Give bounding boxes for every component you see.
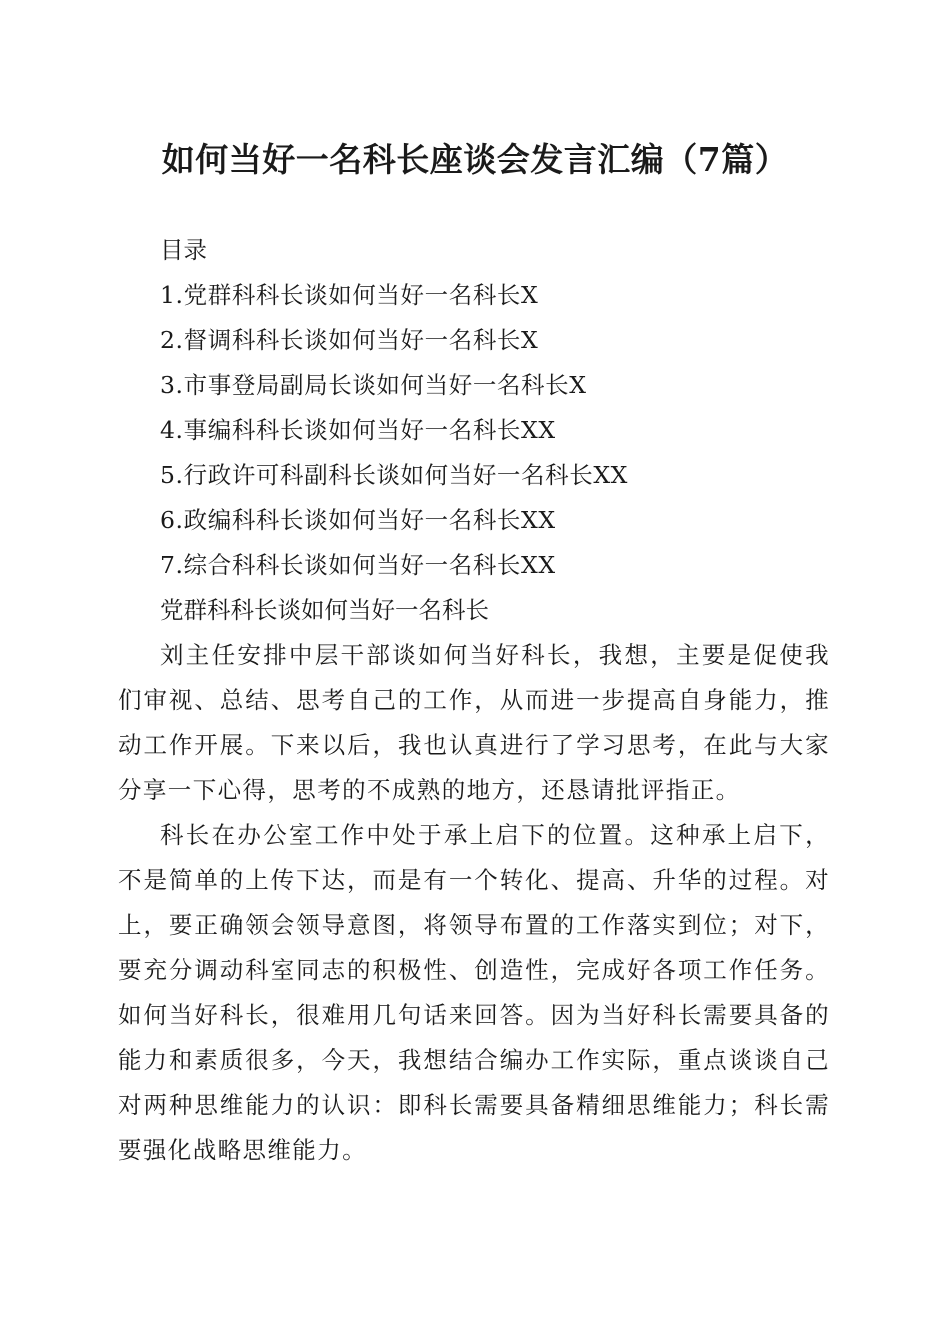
toc-item-7: 7.综合科科长谈如何当好一名科长XX [160,551,556,579]
body-paragraph-1: 刘主任安排中层干部谈如何当好科长，我想，主要是促使我们审视、总结、思考自己的工作，从而进一步提高自身能力，推动工作开展。下来以后，我也认真进行了学习思考，在此与大家分享一下心得，思考的不成熟的地方，还恳请批评指正。 [118,641,830,804]
toc-item-1: 1.党群科科长谈如何当好一名科长X [160,281,539,309]
section-heading: 党群科科长谈如何当好一名科长 [160,596,489,624]
toc-item-6: 6.政编科科长谈如何当好一名科长XX [160,506,556,534]
document-title: 如何当好一名科长座谈会发言汇编（7篇） [161,140,789,179]
toc-item-3: 3.市事登局副局长谈如何当好一名科长X [160,371,587,399]
table-of-contents [118,273,830,588]
document-body [118,228,830,1173]
body-paragraph-2: 科长在办公室工作中处于承上启下的位置。这种承上启下，不是简单的上传下达，而是有一个转化、提高、升华的过程。对上，要正确领会领导意图，将领导布置的工作落实到位；对下，要充分调动科室同志的积极性、创造性，完成好各项工作任务。如何当好科长，很难用几句话来回答。因为当好科长需要具备的能力和素质很多，今天，我想结合编办工作实际，重点谈谈自己对两种思维能力的认识：即科长需要具备精细思维能力；科长需要强化战略思维能力。 [118,821,830,1164]
toc-item-4: 4.事编科科长谈如何当好一名科长XX [160,416,556,444]
toc-item-2: 2.督调科科长谈如何当好一名科长X [160,326,539,354]
toc-item-5: 5.行政许可科副科长谈如何当好一名科长XX [160,461,628,489]
toc-heading: 目录 [160,236,207,264]
